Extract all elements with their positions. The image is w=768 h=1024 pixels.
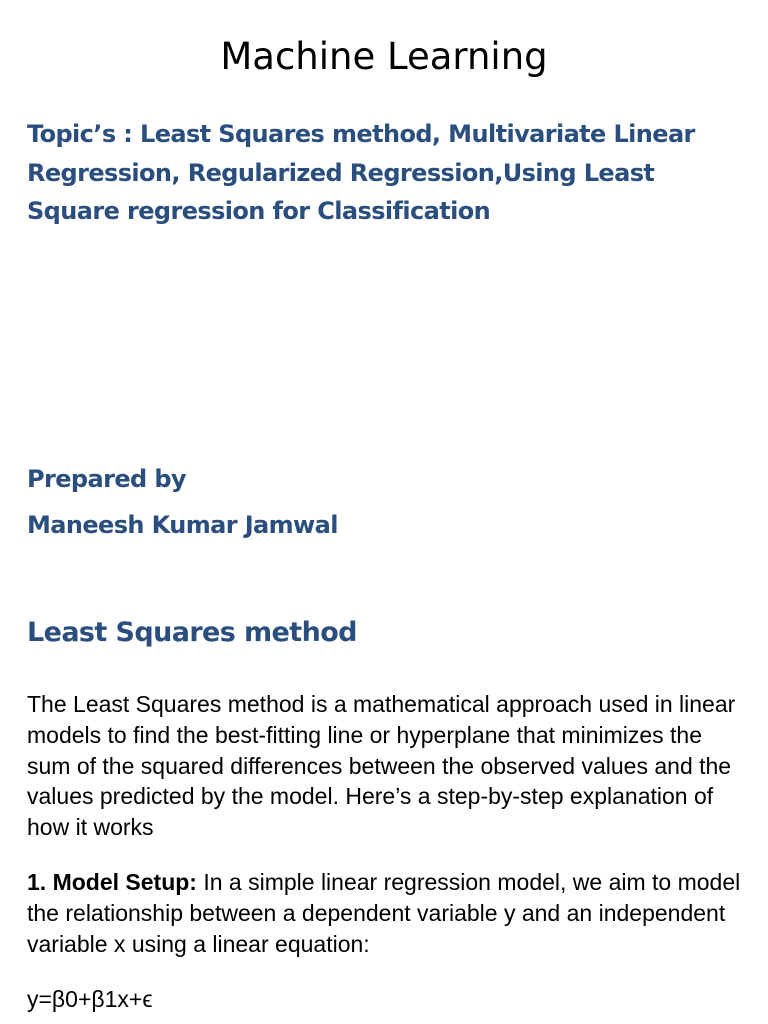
author-name: Maneesh Kumar Jamwal <box>27 511 338 539</box>
regression-formula: y=β0+β1x+ϵ <box>27 986 153 1012</box>
document-title: Machine Learning <box>220 35 548 78</box>
prepared-by-label: Prepared by <box>27 465 186 493</box>
intro-paragraph: The Least Squares method is a mathematical approach used in linear models to find the best-fitting line or hyperplane that minimizes the sum of the squared differences between the observed values and the values predicted by the model. Here’s a step-by-step explanation of how it works <box>27 691 736 841</box>
model-setup-text: In a simple linear regression model, we aim to model the relationship between a dependent variable y and an independent variable x using a linear equation: <box>27 869 741 957</box>
model-setup-paragraph <box>27 867 743 959</box>
topics-list: Topic’s : Least Squares method, Multivariate Linear Regression, Regularized Regression,Using Least Square regression for Classification <box>27 120 695 225</box>
section-heading: Least Squares method <box>27 617 357 648</box>
model-setup-label: 1. Model Setup: <box>27 869 197 895</box>
